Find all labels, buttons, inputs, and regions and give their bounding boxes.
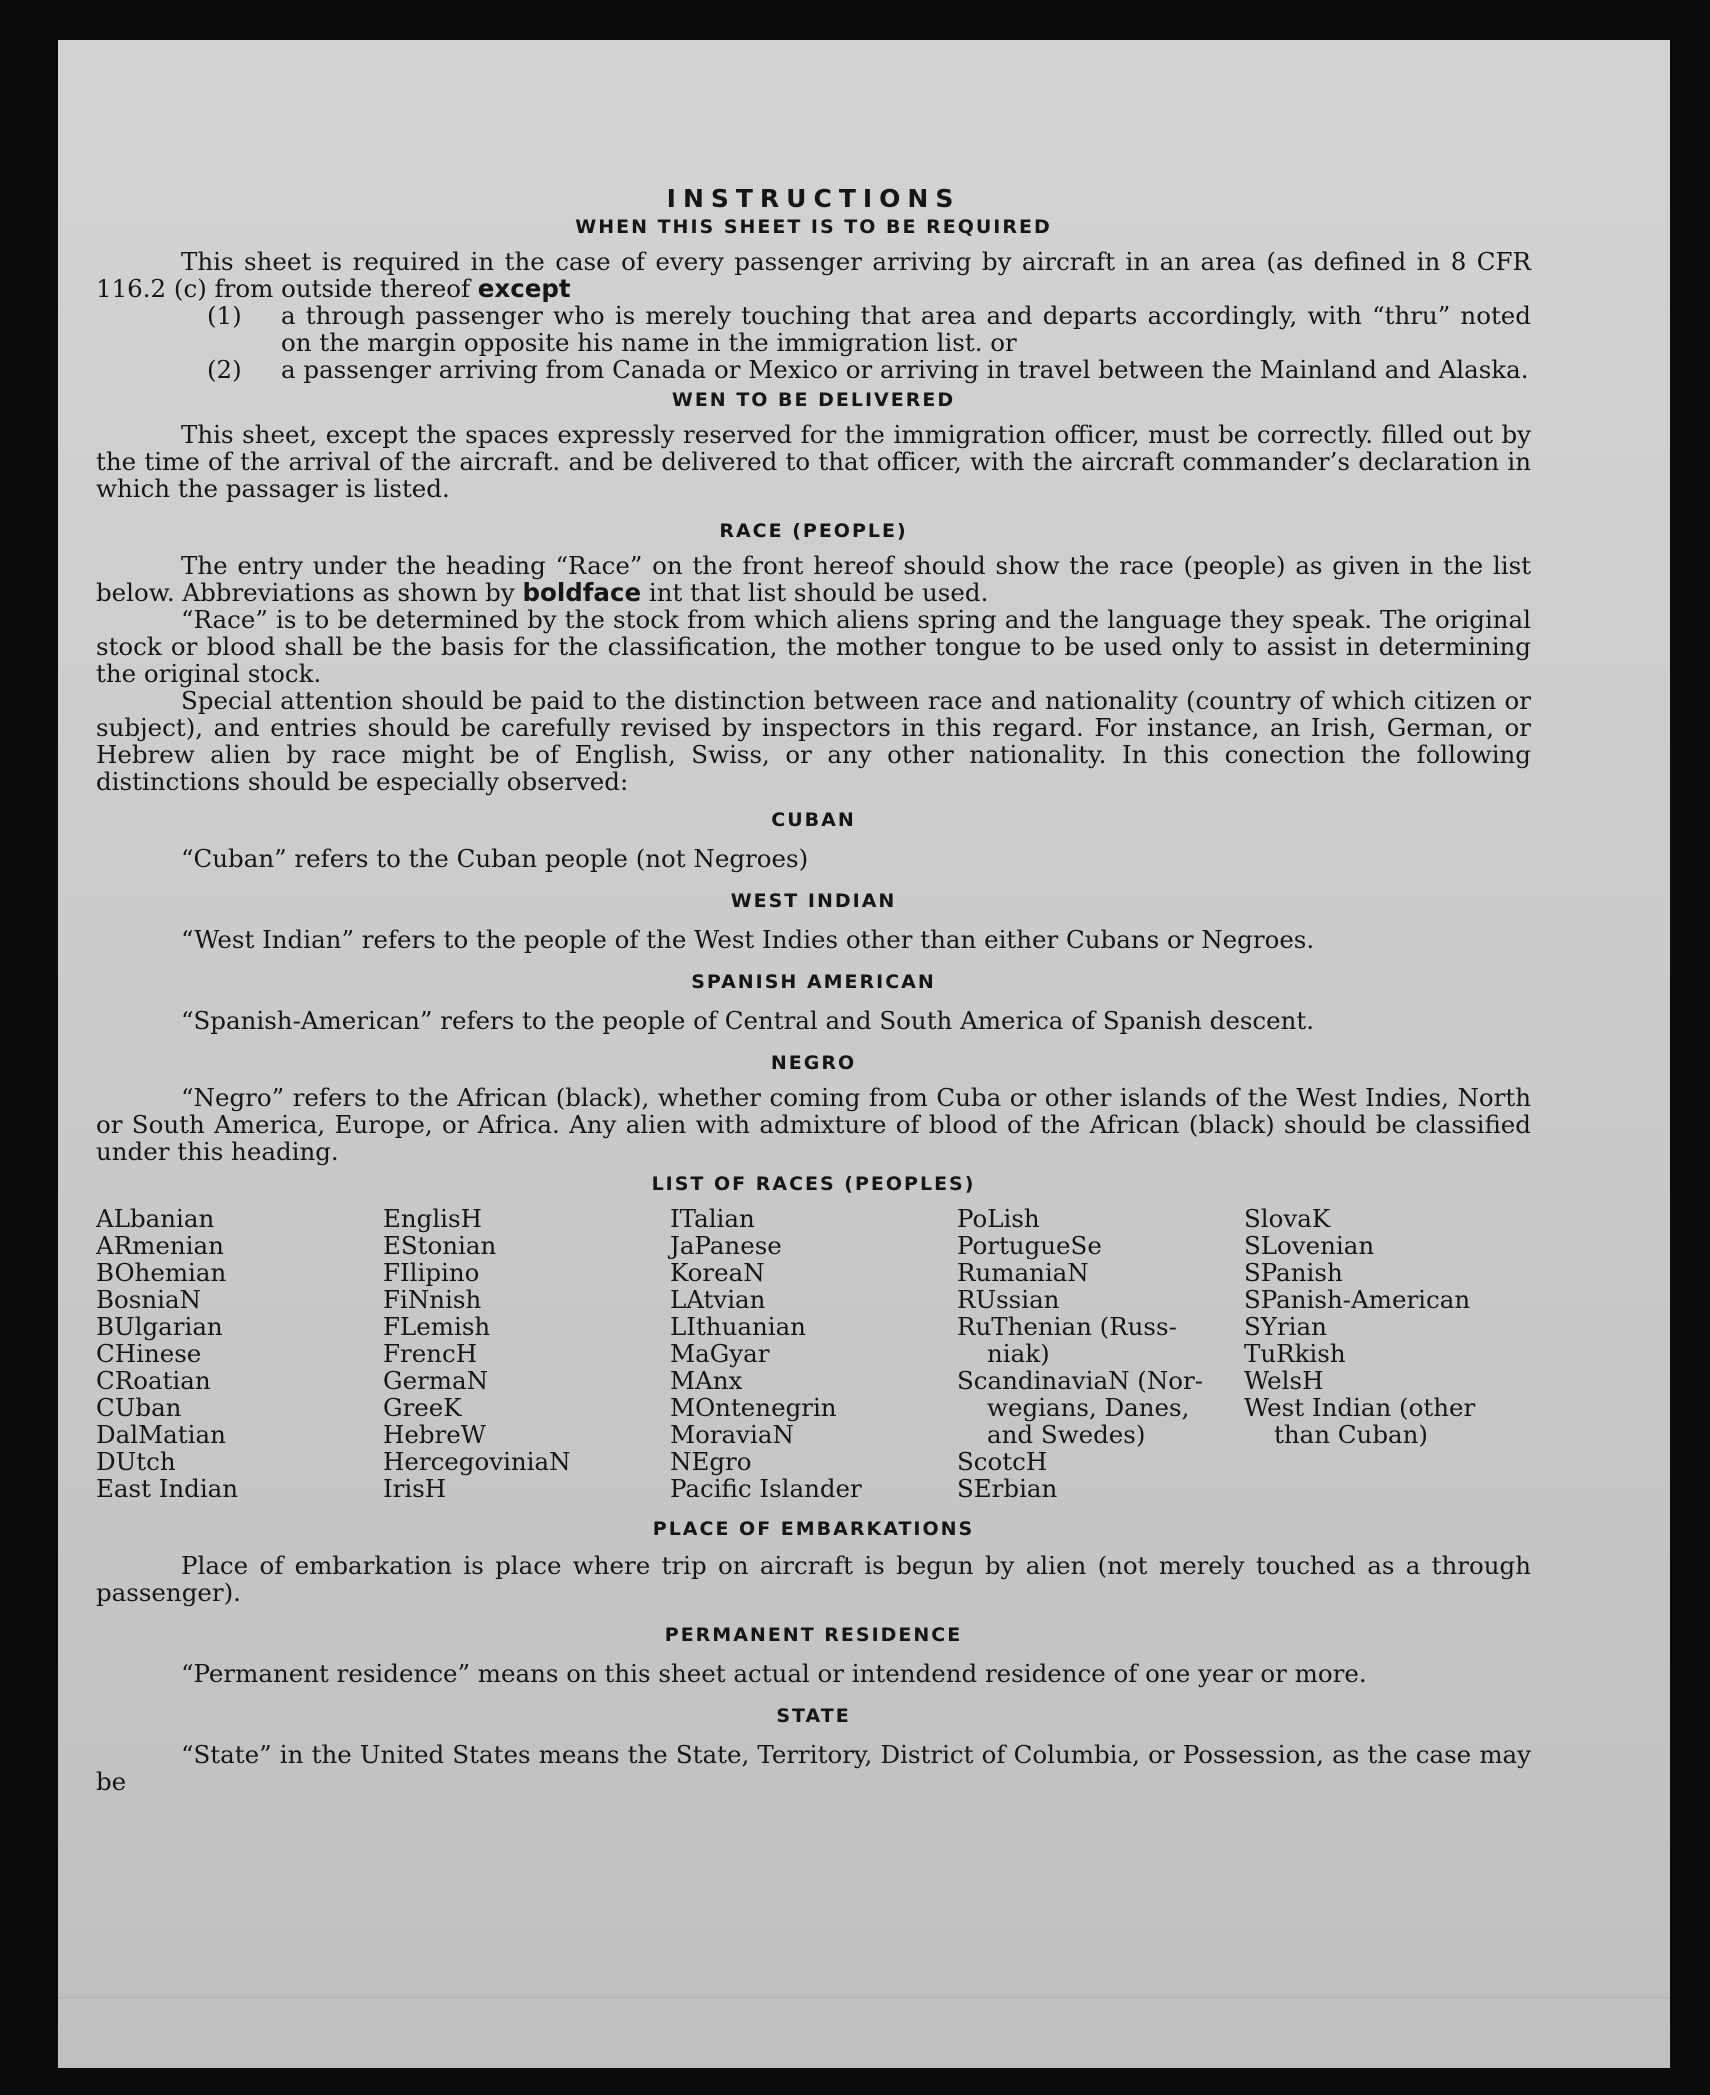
- race-entry: EnglisH: [383, 1204, 482, 1233]
- heading-race: RACE (PEOPLE): [719, 520, 908, 542]
- race-entry: than Cuban): [1274, 1420, 1428, 1449]
- heading-spanish-american: SPANISH AMERICAN: [691, 971, 936, 993]
- race-entry: RUssian: [957, 1285, 1060, 1314]
- paragraph-embarkation: Place of embarkation is place where trip on aircraft is begun by alien (not merely touched as a through passenger).: [96, 1551, 1531, 1607]
- race-entry: FiNnish: [383, 1285, 482, 1314]
- race-entry: CHinese: [96, 1339, 202, 1368]
- race-entry: DalMatian: [96, 1420, 226, 1449]
- item-text: a through passenger who is merely touching that area and departs accordingly, with “thru” noted on the margin opposite his name in the immigration list. or: [281, 301, 1531, 357]
- race-entry: and Swedes): [987, 1420, 1146, 1449]
- race-entry: IrisH: [383, 1474, 447, 1503]
- race-entry: CRoatian: [96, 1366, 211, 1395]
- race-entry: SErbian: [957, 1474, 1058, 1503]
- race-entry: SPanish-American: [1244, 1285, 1471, 1314]
- heading-west-indian: WEST INDIAN: [730, 890, 897, 912]
- paragraph-negro: “Negro” refers to the African (black), whether coming from Cuba or other islands of the West Indies, North or South America, Europe, or Africa. Any alien with admixture of blood of the African (black) should be classified under this heading.: [96, 1083, 1531, 1166]
- keyword-boldface: boldface: [522, 578, 642, 607]
- race-entry: MOntenegrin: [670, 1393, 837, 1422]
- instructions-content: [96, 184, 1531, 1796]
- heading-state: STATE: [776, 1705, 851, 1727]
- race-entry: SLovenian: [1244, 1231, 1375, 1260]
- paragraph-west-indian: “West Indian” refers to the people of the West Indies other than either Cubans or Negroes.: [181, 925, 1315, 954]
- heading-permanent-residence: PERMANENT RESIDENCE: [664, 1624, 963, 1646]
- race-entry: DUtch: [96, 1447, 176, 1476]
- race-entry: ScandinaviaN (Nor-: [957, 1366, 1204, 1395]
- races-column: [383, 1205, 670, 1502]
- race-entry: PortugueSe: [957, 1231, 1102, 1260]
- item-text: a passenger arriving from Canada or Mexico or arriving in travel between the Mainland and Alaska.: [281, 355, 1529, 384]
- race-entry: NEgro: [670, 1447, 752, 1476]
- heading-cuban: CUBAN: [771, 809, 856, 831]
- race-entry: BUlgarian: [96, 1312, 223, 1341]
- race-entry: LIthuanian: [670, 1312, 806, 1341]
- race-entry: EStonian: [383, 1231, 497, 1260]
- race-entry: JaPanese: [670, 1231, 782, 1260]
- paragraph-race-entry: [96, 552, 1531, 606]
- race-entry: GermaN: [383, 1366, 489, 1395]
- race-entry: MaGyar: [670, 1339, 770, 1368]
- race-entry: ALbanian: [96, 1204, 215, 1233]
- paragraph-race-entry-end: int that list should be used.: [641, 578, 989, 607]
- paragraph-cuban: “Cuban” refers to the Cuban people (not Negroes): [181, 844, 809, 873]
- race-entry: ARmenian: [96, 1231, 224, 1260]
- race-entry: FIlipino: [383, 1258, 480, 1287]
- race-entry: WelsH: [1244, 1366, 1324, 1395]
- race-entry: HebreW: [383, 1420, 486, 1449]
- paragraph-required-text: This sheet is required in the case of every passenger arriving by aircraft in an area (as defined in 8 CFR 116.2 (c) from outside thereof: [96, 247, 1531, 303]
- paragraph-race-stock: “Race” is to be determined by the stock from which aliens spring and the language they speak. The original stock or blood shall be the basis for the classification, the mother tongue to be used only to assist in determining the original stock.: [96, 605, 1531, 688]
- heading-when-required: WHEN THIS SHEET IS TO BE REQUIRED: [575, 216, 1052, 238]
- heading-list-of-races: LIST OF RACES (PEOPLES): [651, 1173, 976, 1195]
- race-entry: niak): [987, 1339, 1050, 1368]
- paragraph-race-entry-text: The entry under the heading “Race” on the front hereof should show the race (people) as given in the list below. Abbreviations as shown by: [96, 551, 1531, 607]
- race-entry: MoraviaN: [670, 1420, 794, 1449]
- heading-embarkation: PLACE OF EMBARKATIONS: [652, 1518, 975, 1540]
- heading-when-delivered: WEN TO BE DELIVERED: [671, 389, 956, 411]
- race-entry: BosniaN: [96, 1285, 201, 1314]
- keyword-except: except: [477, 274, 571, 303]
- race-entry: FrencH: [383, 1339, 478, 1368]
- race-entry: HercegoviniaN: [383, 1447, 571, 1476]
- item-number: (1): [207, 301, 242, 330]
- item-number: (2): [207, 355, 242, 384]
- races-column: [1244, 1205, 1531, 1502]
- race-entry: SlovaK: [1244, 1204, 1331, 1233]
- race-entry: FLemish: [383, 1312, 491, 1341]
- race-entry: BOhemian: [96, 1258, 227, 1287]
- page-bottom-divider: [58, 1997, 1670, 1998]
- paragraph-race-nationality: Special attention should be paid to the distinction between race and nationality (country of which citizen or subject), and entries should be carefully revised by inspectors in this regard. For instance, an Irish, German, or Hebrew alien by race might be of English, Swiss, or any other nationality. In this conection the following distinctions should be especially observed:: [96, 686, 1531, 796]
- race-entry: wegians, Danes,: [987, 1393, 1190, 1422]
- race-entry: SYrian: [1244, 1312, 1327, 1341]
- paragraph-delivered: This sheet, except the spaces expressly reserved for the immigration officer, must be correctly. filled out by the time of the arrival of the aircraft. and be delivered to that officer, with the aircraft commander’s declaration in which the passager is listed.: [96, 420, 1531, 503]
- document-page: [58, 40, 1670, 2068]
- paragraph-required: [96, 248, 1531, 302]
- races-column: [96, 1205, 383, 1502]
- race-entry: MAnx: [670, 1366, 743, 1395]
- heading-negro: NEGRO: [770, 1052, 857, 1074]
- page-title: INSTRUCTIONS: [666, 184, 961, 213]
- race-entry: RumaniaN: [957, 1258, 1089, 1287]
- race-entry: GreeK: [383, 1393, 462, 1422]
- races-list: [96, 1205, 1531, 1502]
- race-entry: SPanish: [1244, 1258, 1343, 1287]
- race-entry: PoLish: [957, 1204, 1040, 1233]
- race-entry: ITalian: [670, 1204, 755, 1233]
- list-item: [96, 302, 1531, 356]
- races-column: [957, 1205, 1244, 1502]
- race-entry: CUban: [96, 1393, 182, 1422]
- race-entry: Pacific Islander: [670, 1474, 862, 1503]
- race-entry: TuRkish: [1244, 1339, 1346, 1368]
- race-entry: West Indian (other: [1244, 1393, 1476, 1422]
- paragraph-state: “State” in the United States means the State, Territory, District of Columbia, or Possession, as the case may be: [96, 1740, 1531, 1796]
- list-item: [96, 356, 1531, 383]
- paragraph-spanish-american: “Spanish-American” refers to the people of Central and South America of Spanish descent.: [181, 1006, 1315, 1035]
- paragraph-permanent-residence: “Permanent residence” means on this sheet actual or intendend residence of one year or more.: [181, 1659, 1367, 1688]
- race-entry: RuThenian (Russ-: [957, 1312, 1177, 1341]
- race-entry: KoreaN: [670, 1258, 765, 1287]
- race-entry: ScotcH: [957, 1447, 1048, 1476]
- race-entry: East Indian: [96, 1474, 239, 1503]
- races-column: [670, 1205, 957, 1502]
- race-entry: LAtvian: [670, 1285, 766, 1314]
